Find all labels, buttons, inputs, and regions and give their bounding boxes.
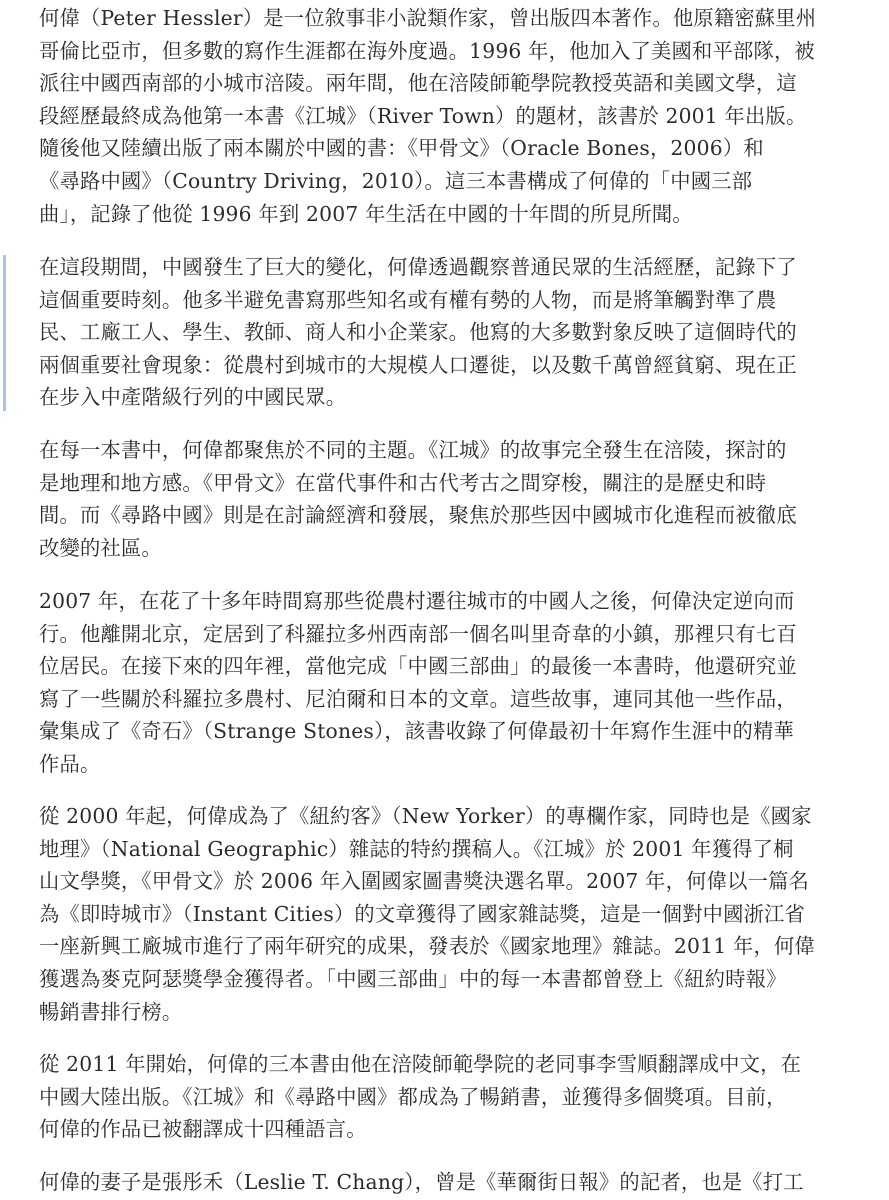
paragraph-changes: 在這段期間，中國發生了巨大的變化，何偉透過觀察普通民眾的生活經歷，記錄下了 這個重要時刻。他多半避免書寫那些知名或有權有勢的人物，而是將筆觸對準了農 民、工廠工人、學生、教師、商人和小企業家。他寫的大多數對象反映了這個時代的 兩個重要社會現象：從農村到城市的大規模人口遷徙，以及數千萬曾經貧窮、現在正 在步入中產階級行列的中國民眾。 [39,255,797,410]
paragraph-2007: 2007 年，在花了十多年時間寫那些從農村遷往城市的中國人之後，何偉決定逆向而 行。他離開北京，定居到了科羅拉多州西南部一個名叫里奇韋的小鎮，那裡只有七百 位居民。在接下來的四年裡，當他完成「中國三部曲」的最後一本書時，他還研究並 寫了一些關於科羅拉多農村、尼泊爾和日本的文章。這些故事，連同其他一些作品， 彙集成了《奇石》（Strange Stones），該書收錄了何偉最初十年寫作生涯中的精華 作品。 [39,589,797,776]
paragraph-themes: 在每一本書中，何偉都聚焦於不同的主題。《江城》的故事完全發生在涪陵，探討的 是地理和地方感。《甲骨文》在當代事件和古代考古之間穿梭，關注的是歷史和時 間。而《尋路中國》則是在討論經濟和發展，聚焦於那些因中國城市化進程而被徹底 改變的社區。 [39,438,797,560]
paragraph-awards: 從 2000 年起，何偉成為了《紐約客》（New Yorker）的專欄作家，同時也是《國家 地理》（National Geographic）雜誌的特約撰稿人。《江城》於 2001 年獲得了桐 山文學獎，《甲骨文》於 2006 年入圍國家圖書獎決選名單。2007 年，何偉以一篇名 為《即時城市》（Instant Cities）的文章獲得了國家雜誌獎，這是一個對中國浙江省 一座新興工廠城市進行了兩年研究的成果，發表於《國家地理》雜誌。2011 年，何偉 獲選為麥克阿瑟獎學金獲得者。「中國三部曲」中的每一本書都曾登上《紐約時報》 暢銷書排行榜。 [39,804,815,1024]
paragraph-translations: 從 2011 年開始，何偉的三本書由他在涪陵師範學院的老同事李雪順翻譯成中文，在 中國大陸出版。《江城》和《尋路中國》都成為了暢銷書，並獲得多個獎項。目前， 何偉的作品已被翻譯成十四種語言。 [39,1052,802,1142]
paragraph-wife: 何偉的妻子是張彤禾（Leslie T. Chang），曾是《華爾街日報》的記者，也是《打工 [39,1170,804,1194]
highlighted-paragraph-block [0,251,889,414]
paragraph-intro: 何偉（Peter Hessler）是一位敘事非小說類作家，曾出版四本著作。他原籍密蘇里州 哥倫比亞市，但多數的寫作生涯都在海外度過。1996 年，他加入了美國和平部隊，被 派往中國西南部的小城市涪陵。兩年間，他在涪陵師範學院教授英語和美國文學，這 段經歷最終成為他第一本書《江城》（River Town）的題材，該書於 2001 年出版。 隨後他又陸續出版了兩本關於中國的書：《甲骨文》（Oracle Bones，2006）和 《尋路中國》（Country Driving，2010）。這三本書構成了何偉的「中國三部 曲」，記錄了他從 1996 年到 2007 年生活在中國的十年間的所見所聞。 [39,6,817,226]
